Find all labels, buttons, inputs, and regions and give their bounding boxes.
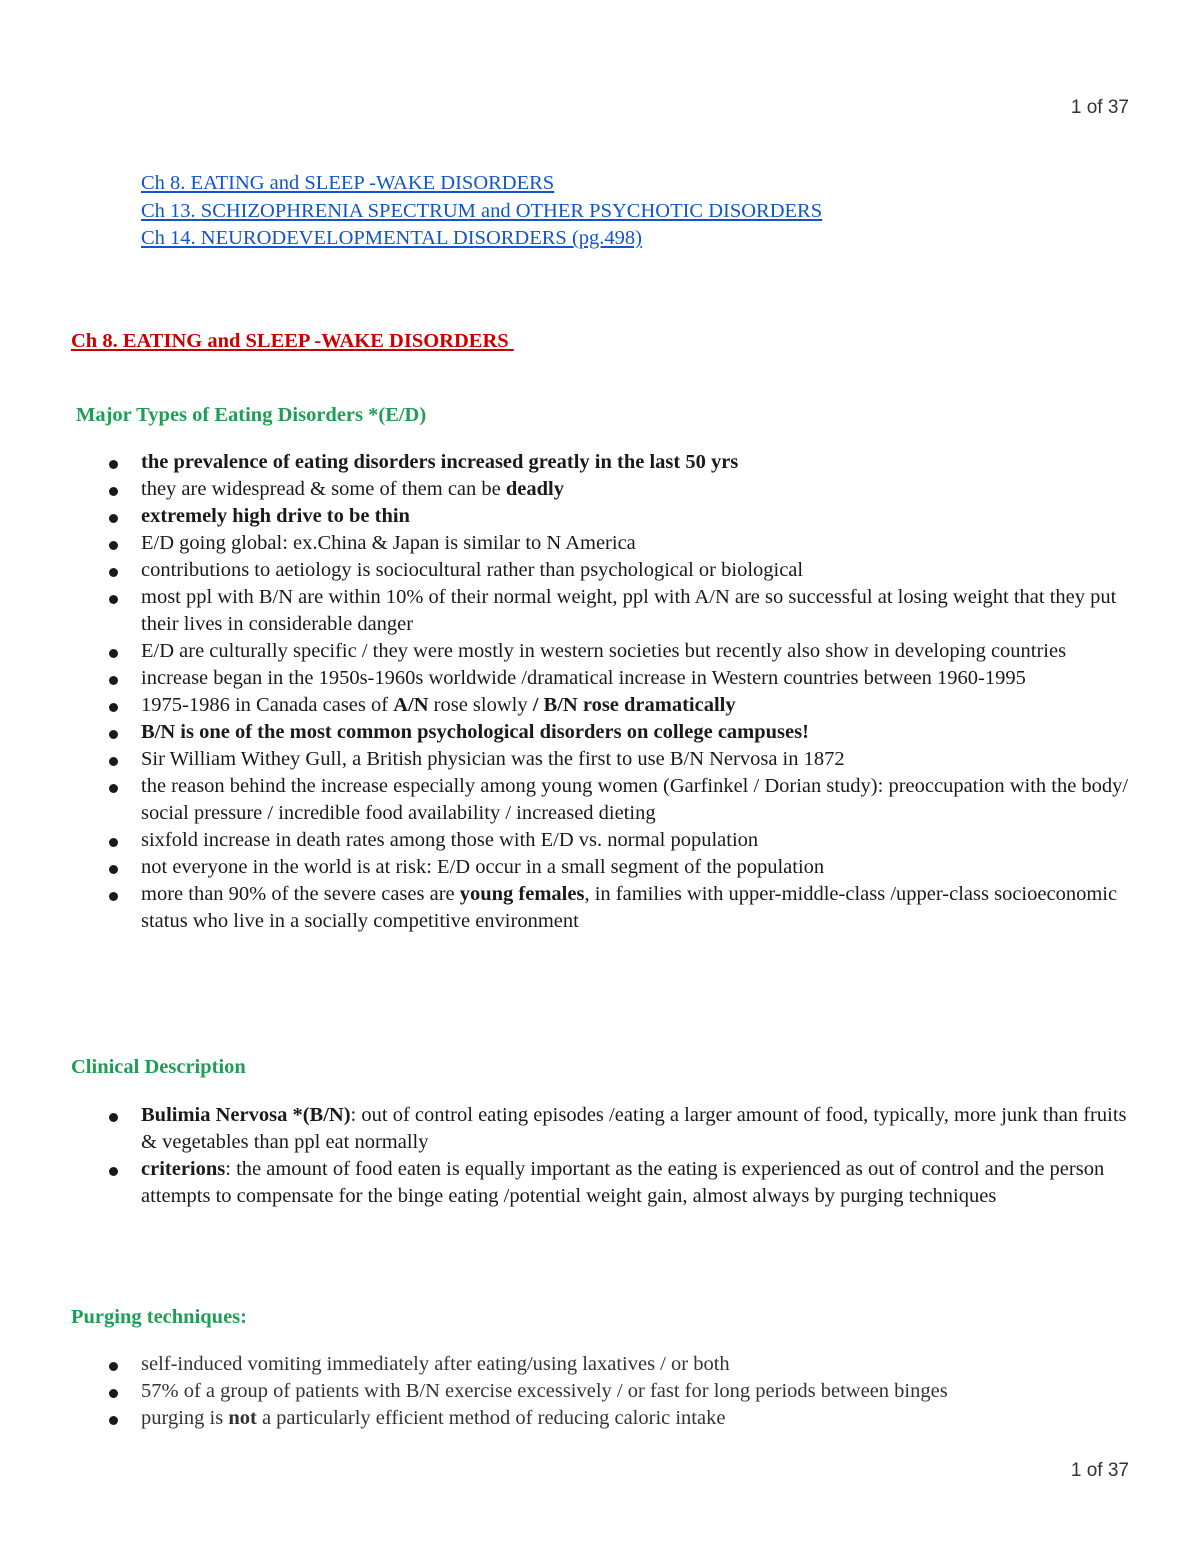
bullet-icon bbox=[109, 649, 118, 658]
text: E/D are culturally specific / they were mostly in western societies but recently also show in developing countries bbox=[141, 640, 1067, 662]
toc-link-ch14[interactable]: Ch 14. NEURODEVELOPMENTAL DISORDERS (pg.498) bbox=[141, 227, 642, 249]
bullet-icon bbox=[109, 487, 118, 496]
purging-list bbox=[107, 1351, 1137, 1432]
toc-link-ch8[interactable]: Ch 8. EATING and SLEEP -WAKE DISORDERS bbox=[141, 172, 555, 194]
list-item bbox=[107, 557, 1137, 584]
bullet-icon bbox=[109, 757, 118, 766]
bold-text: A/N bbox=[393, 694, 429, 716]
list-item bbox=[107, 476, 1137, 503]
list-item bbox=[107, 719, 1137, 746]
text: : the amount of food eaten is equally important as the eating is experienced as out of control and the person attempts to compensate for the binge eating /potential weight gain, almost always by purging techniques bbox=[141, 1158, 1105, 1207]
text: a particularly efficient method of reducing caloric intake bbox=[256, 1407, 726, 1429]
bullet-icon bbox=[109, 865, 118, 874]
list-item bbox=[107, 881, 1137, 935]
list-item bbox=[107, 638, 1137, 665]
text: Sir William Withey Gull, a British physician was the first to use B/N Nervosa in 1872 bbox=[141, 748, 845, 770]
bold-text: / B/N rose dramatically bbox=[532, 694, 736, 716]
text: increase began in the 1950s-1960s worldwide /dramatical increase in Western countries between 1960-1995 bbox=[141, 667, 1026, 689]
text: , in families with upper-middle-class /upper-class socioeconomic status who live in a socially competitive environment bbox=[141, 883, 1118, 932]
bullet-icon bbox=[109, 676, 118, 685]
bullet-icon bbox=[109, 730, 118, 739]
chapter-heading: Ch 8. EATING and SLEEP -WAKE DISORDERS bbox=[71, 330, 514, 352]
list-item bbox=[107, 1378, 1137, 1405]
list-item bbox=[107, 449, 1137, 476]
table-of-contents bbox=[141, 170, 822, 253]
text: most ppl with B/N are within 10% of their normal weight, ppl with A/N are so successful at losing weight that they put their lives in considerable danger bbox=[141, 586, 1117, 635]
list-item bbox=[107, 773, 1137, 827]
text: more than 90% of the severe cases are bbox=[141, 883, 460, 905]
bold-text: the prevalence of eating disorders increased greatly in the last 50 yrs bbox=[141, 451, 739, 473]
bold-text: deadly bbox=[505, 478, 564, 500]
text: they are widespread & some of them can be bbox=[141, 478, 506, 500]
list-item bbox=[107, 1405, 1137, 1432]
bullet-icon bbox=[109, 1167, 118, 1176]
bullet-icon bbox=[109, 1362, 118, 1371]
list-item bbox=[107, 692, 1137, 719]
bullet-icon bbox=[109, 514, 118, 523]
bullet-icon bbox=[109, 541, 118, 550]
bullet-icon bbox=[109, 595, 118, 604]
section-title-major-types: Major Types of Eating Disorders *(E/D) bbox=[76, 404, 427, 426]
list-item bbox=[107, 1351, 1137, 1378]
section-title-clinical: Clinical Description bbox=[71, 1056, 246, 1078]
text: self-induced vomiting immediately after eating/using laxatives / or both bbox=[141, 1353, 730, 1375]
list-item bbox=[107, 746, 1137, 773]
page-number-bottom: 1 of 37 bbox=[1070, 1460, 1129, 1481]
bullet-icon bbox=[109, 838, 118, 847]
bold-text: Bulimia Nervosa *(B/N) bbox=[141, 1104, 351, 1126]
bullet-icon bbox=[109, 784, 118, 793]
bullet-icon bbox=[109, 1389, 118, 1398]
text: : out of control eating episodes /eating a larger amount of food, typically, more junk than fruits & vegetables than ppl eat normally bbox=[141, 1104, 1127, 1153]
clinical-list bbox=[107, 1102, 1137, 1210]
bold-text: not bbox=[228, 1407, 257, 1429]
bold-text: criterions bbox=[141, 1158, 226, 1180]
bullet-icon bbox=[109, 1416, 118, 1425]
toc-link-ch13[interactable]: Ch 13. SCHIZOPHRENIA SPECTRUM and OTHER PSYCHOTIC DISORDERS bbox=[141, 199, 823, 222]
text: contributions to aetiology is sociocultural rather than psychological or biological bbox=[141, 559, 804, 581]
text: not everyone in the world is at risk: E/D occur in a small segment of the population bbox=[141, 856, 825, 878]
bullet-icon bbox=[109, 568, 118, 577]
page-number-top: 1 of 37 bbox=[1070, 97, 1129, 118]
list-item bbox=[107, 530, 1137, 557]
text: 1975-1986 in Canada cases of bbox=[141, 694, 394, 716]
list-item bbox=[107, 1102, 1137, 1156]
major-types-list bbox=[107, 449, 1137, 935]
bold-text: young females bbox=[459, 883, 585, 905]
text: purging is bbox=[141, 1407, 229, 1429]
bullet-icon bbox=[109, 460, 118, 469]
text: E/D going global: ex.China & Japan is similar to N America bbox=[141, 532, 636, 554]
bullet-icon bbox=[109, 703, 118, 712]
text: 57% of a group of patients with B/N exercise excessively / or fast for long periods between binges bbox=[141, 1380, 948, 1402]
list-item bbox=[107, 665, 1137, 692]
bold-text: B/N is one of the most common psychological disorders on college campuses! bbox=[141, 721, 809, 743]
list-item bbox=[107, 854, 1137, 881]
text: the reason behind the increase especially among young women (Garfinkel / Dorian study): preoccupation with the body/ social pressure / incredible food availability / increased dieting bbox=[141, 775, 1129, 824]
list-item bbox=[107, 584, 1137, 638]
list-item bbox=[107, 503, 1137, 530]
bold-text: extremely high drive to be thin bbox=[141, 505, 410, 527]
list-item bbox=[107, 827, 1137, 854]
list-item bbox=[107, 1156, 1137, 1210]
bullet-icon bbox=[109, 1113, 118, 1122]
text: sixfold increase in death rates among those with E/D vs. normal population bbox=[141, 829, 759, 851]
text: rose slowly bbox=[428, 694, 533, 716]
bullet-icon bbox=[109, 892, 118, 901]
section-title-purging: Purging techniques: bbox=[71, 1306, 247, 1328]
